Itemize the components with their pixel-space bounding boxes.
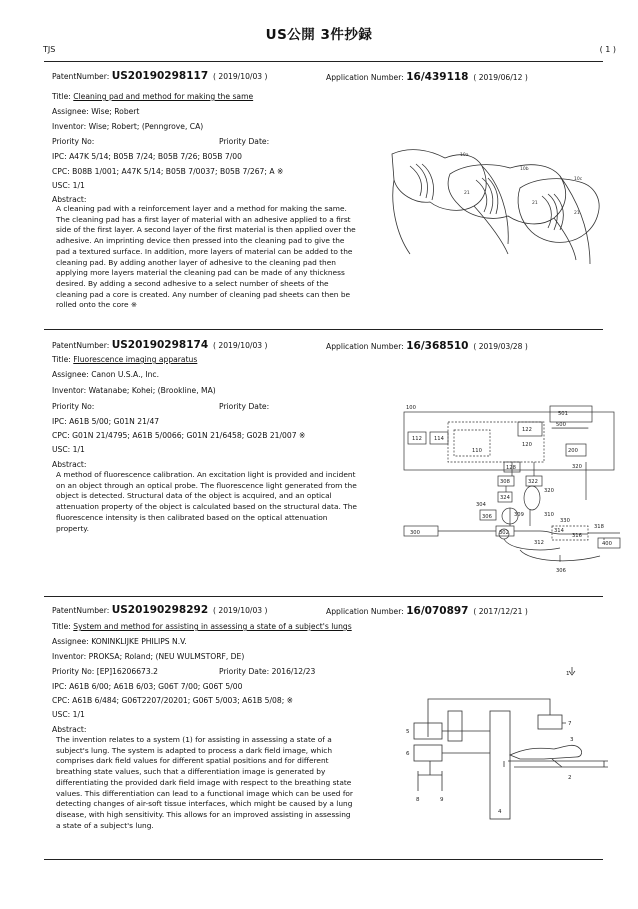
inventor: Wise; Robert; (Penngrove, CA): [88, 122, 204, 131]
abstract-line: side of the first layer. A second layer of the first material is then applied over the: [56, 225, 356, 235]
priority-date-line: [219, 667, 315, 676]
ipc-line: [52, 417, 159, 426]
usc-codes: 1/1: [72, 445, 85, 454]
abstract-label: Abstract:: [52, 460, 87, 469]
figure-label: 322: [528, 479, 538, 485]
patent-title: Fluorescence imaging apparatus: [73, 355, 198, 364]
fluorescence-apparatus-diagram: [400, 400, 636, 592]
application-number: 16/439118: [406, 71, 469, 83]
priority-date-label: Priority Date:: [219, 402, 270, 411]
title-line: [52, 92, 253, 101]
abstract-label: Abstract:: [52, 725, 87, 734]
figure-label: 10b: [520, 167, 529, 172]
usc-label: USC:: [52, 710, 71, 719]
patent-number-label: PatentNumber:: [52, 606, 110, 615]
usc-codes: 1/1: [72, 710, 85, 719]
page-number: ( 1 ): [599, 45, 616, 54]
application-number-line: [326, 340, 528, 352]
figure-label: 300: [410, 530, 420, 536]
figure-label: 4: [498, 809, 502, 815]
application-number: 16/070897: [406, 605, 469, 617]
patent-number-line: [52, 70, 268, 82]
abstract-line: disease, with high sensitivity. This allows for an improved assisting in assessing: [56, 809, 351, 819]
cleaning-pad-drawing: [390, 144, 602, 274]
figure-label: 400: [602, 541, 612, 547]
abstract-line: A cleaning pad with a reinforcement layer and a method for making the same.: [56, 204, 347, 213]
cpc-label: CPC:: [52, 431, 70, 440]
abstract-line: adhesive. An imprinting device then pressed into the cleaning pad to give the: [56, 236, 345, 246]
abstract-line: comprises dark field values for different spatial positions and for different: [56, 756, 329, 766]
figure-label: 320: [572, 464, 582, 470]
ipc-label: IPC:: [52, 152, 67, 161]
title-label: Title:: [52, 355, 71, 364]
priority-date: 2016/12/23: [271, 667, 316, 676]
cpc-label: CPC:: [52, 167, 70, 176]
figure-label: 501: [558, 411, 568, 417]
figure-label: 316: [572, 533, 582, 539]
figure-label: 312: [534, 540, 544, 546]
usc-codes: 1/1: [72, 181, 85, 190]
patent-record-1: [44, 62, 603, 330]
assignee: Canon U.S.A., Inc.: [91, 370, 159, 379]
assignee-label: Assignee:: [52, 107, 89, 116]
patent-record-3: [44, 597, 603, 859]
title-label: Title:: [52, 92, 71, 101]
application-number-label: Application Number:: [326, 607, 404, 616]
figure-label: 324: [500, 495, 510, 501]
assignee-line: [52, 107, 139, 116]
inventor-line: [52, 386, 216, 395]
patent-number: US20190298174: [111, 339, 209, 351]
abstract-line: object is detected. Structural data of the object is acquired, and an optical: [56, 491, 332, 501]
patent-title: Cleaning pad and method for making the same: [73, 92, 254, 101]
patent-record-2: [44, 330, 612, 596]
inventor-line: [52, 652, 244, 661]
assignee-label: Assignee:: [52, 370, 89, 379]
figure-label: 21: [574, 211, 580, 216]
usc-line: [52, 710, 85, 719]
ipc-label: IPC:: [52, 682, 67, 691]
cpc-codes: B08B 1/001; A47K 5/14; B05B 7/0037; B05B 7/267; A ※: [72, 167, 284, 176]
abstract-line: applying more layers material the cleaning pad can be made of any thickness: [56, 268, 345, 278]
title-label: Title:: [52, 622, 71, 631]
abstract-line: The invention relates to a system (1) for assisting in assessing a state of a: [56, 735, 332, 744]
priority-no-label: Priority No:: [52, 667, 95, 676]
figure-label: 10c: [574, 177, 583, 182]
abstract-text: [52, 204, 374, 311]
inventor-label: Inventor:: [52, 386, 87, 395]
ipc-codes: A47K 5/14; B05B 7/24; B05B 7/26; B05B 7/00: [69, 152, 242, 161]
figure-label: 330: [560, 518, 570, 524]
figure-label: 200: [568, 448, 578, 454]
abstract-label: Abstract:: [52, 195, 87, 204]
application-date: ( 2019/03/28 ): [473, 342, 528, 351]
publication-date: ( 2019/10/03 ): [212, 341, 268, 350]
figure-label: 9: [440, 797, 444, 803]
figure-label: 114: [434, 436, 444, 442]
abstract-line: values. This differentiation can lead to a functional image which can be used for: [56, 788, 353, 798]
figure-label: 3: [570, 737, 574, 743]
usc-label: USC:: [52, 445, 71, 454]
inventor-line: [52, 122, 203, 131]
abstract-line: pad a textured surface. In addition, more layers of material can be added to the: [56, 246, 353, 256]
abstract-text: [52, 470, 374, 534]
cpc-codes: G01N 21/4795; A61B 5/0066; G01N 21/6458; G02B 21/007 ※: [72, 431, 306, 440]
priority-date-line: [219, 402, 269, 411]
priority-no-label: Priority No:: [52, 137, 95, 146]
patent-number-line: [52, 604, 268, 616]
figure-label: 112: [412, 436, 422, 442]
inventor: Watanabe; Kohei; (Brookline, MA): [88, 386, 216, 395]
priority-date-label: Priority Date:: [219, 137, 270, 146]
cpc-label: CPC:: [52, 696, 70, 705]
application-date: ( 2017/12/21 ): [473, 607, 528, 616]
ipc-codes: A61B 6/00; A61B 6/03; G06T 7/00; G06T 5/00: [69, 682, 243, 691]
priority-no: [EP]16206673.2: [96, 667, 158, 676]
figure-label: 110: [472, 448, 482, 454]
figure-label: 7: [568, 721, 572, 727]
ipc-line: [52, 152, 242, 161]
divider: [44, 859, 603, 860]
figure-label: 128: [506, 465, 516, 471]
figure-label: 100: [406, 405, 416, 411]
abstract-line: rolled onto the core ※: [56, 300, 138, 310]
abstract-line: The cleaning pad has a first layer of material with an adhesive applied to a first: [56, 214, 351, 224]
inventor-label: Inventor:: [52, 652, 87, 661]
publication-date: ( 2019/10/03 ): [212, 606, 268, 615]
abstract-line: cleaning pad. By adding another layer of adhesive to the cleaning pad then: [56, 257, 336, 267]
figure-label: 314: [554, 528, 564, 534]
abstract-text: [52, 735, 374, 831]
patent-number: US20190298117: [111, 70, 209, 82]
patent-number-label: PatentNumber:: [52, 72, 110, 81]
abstract-line: desired. By adding a second adhesive to a select number of sheets of the: [56, 278, 329, 288]
priority-date-line: [219, 137, 269, 146]
patent-number-label: PatentNumber:: [52, 341, 110, 350]
usc-label: USC:: [52, 181, 71, 190]
figure-label: 6: [406, 751, 410, 757]
ipc-codes: A61B 5/00; G01N 21/47: [69, 417, 160, 426]
priority-no-line: [52, 667, 158, 676]
assignee-line: [52, 370, 159, 379]
figure-label: 306: [556, 568, 566, 574]
priority-no-label: Priority No:: [52, 402, 95, 411]
abstract-line: attenuation property of the object is calculated based on the structural data. The: [56, 502, 357, 512]
cpc-line: [52, 696, 293, 705]
abstract-line: breathing state values, such that a differentiation image is generated by: [56, 767, 326, 777]
page-title: US公開 3件抄録: [265, 27, 373, 43]
assignee-label: Assignee:: [52, 637, 89, 646]
application-number-line: [326, 71, 528, 83]
application-number: 16/368510: [406, 340, 469, 352]
header-left-tag: TJS: [43, 45, 56, 54]
priority-date-label: Priority Date:: [219, 667, 270, 676]
cpc-line: [52, 167, 283, 176]
figure-label: 306: [482, 514, 492, 520]
application-number-label: Application Number:: [326, 73, 404, 82]
publication-date: ( 2019/10/03 ): [212, 72, 268, 81]
figure-label: 320: [544, 488, 554, 494]
priority-no-line: [52, 137, 94, 146]
figure-label: 21: [532, 201, 538, 206]
priority-no-line: [52, 402, 94, 411]
figure-label: 1: [566, 671, 570, 677]
assignee: Wise; Robert: [91, 107, 140, 116]
lung-assessment-system-diagram: [394, 663, 624, 823]
figure-label: 120: [522, 442, 532, 448]
abstract-line: on an object through an optical probe. The fluorescence light generated from the: [56, 480, 357, 490]
abstract-line: fluorescence intensity is then calibrated based on the optical attenuation: [56, 512, 328, 522]
figure-label: 302: [499, 530, 509, 536]
cpc-codes: A61B 6/484; G06T2207/20201; G06T 5/003; A61B 5/08; ※: [72, 696, 294, 705]
figure-label: 304: [476, 502, 486, 508]
figure-label: 8: [416, 797, 420, 803]
abstract-line: a state of a subject's lung.: [56, 820, 154, 830]
patent-number: US20190298292: [111, 604, 209, 616]
title-line: [52, 355, 197, 364]
figure-label: 309: [514, 512, 524, 518]
abstract-line: detecting changes of air-soft tissue interfaces, which might be caused by a lung: [56, 799, 353, 809]
abstract-line: subject's lung. The system is adapted to process a dark field image, which: [56, 745, 333, 755]
figure-label: 500: [556, 422, 566, 428]
figure-label: 5: [406, 729, 410, 735]
assignee-line: [52, 637, 187, 646]
figure-label: 318: [594, 524, 604, 530]
figure-label: 10a: [460, 153, 469, 158]
patent-number-line: [52, 339, 268, 351]
application-date: ( 2019/06/12 ): [473, 73, 528, 82]
assignee: KONINKLIJKE PHILIPS N.V.: [91, 637, 187, 646]
cpc-line: [52, 431, 305, 440]
abstract-line: property.: [56, 523, 89, 533]
abstract-line: cleaning pad a core is created. Any number of cleaning pad sheets can then be: [56, 289, 351, 299]
abstract-line: differentiating the provided dark field image with respect to the breathing state: [56, 777, 352, 787]
ipc-label: IPC:: [52, 417, 67, 426]
title-line: [52, 622, 352, 631]
figure-label: 122: [522, 427, 532, 433]
usc-line: [52, 181, 85, 190]
patent-title: System and method for assisting in assessing a state of a subject's lungs: [73, 622, 352, 631]
application-number-label: Application Number:: [326, 342, 404, 351]
figure-label: 21: [464, 191, 470, 196]
figure-label: 2: [568, 775, 572, 781]
abstract-line: A method of fluorescence calibration. An excitation light is provided and incident: [56, 470, 356, 479]
figure-label: 308: [500, 479, 510, 485]
inventor-label: Inventor:: [52, 122, 87, 131]
application-number-line: [326, 605, 528, 617]
inventor: PROKSA; Roland; (NEU WULMSTORF, DE): [88, 652, 245, 661]
usc-line: [52, 445, 85, 454]
ipc-line: [52, 682, 242, 691]
figure-label: 310: [544, 512, 554, 518]
